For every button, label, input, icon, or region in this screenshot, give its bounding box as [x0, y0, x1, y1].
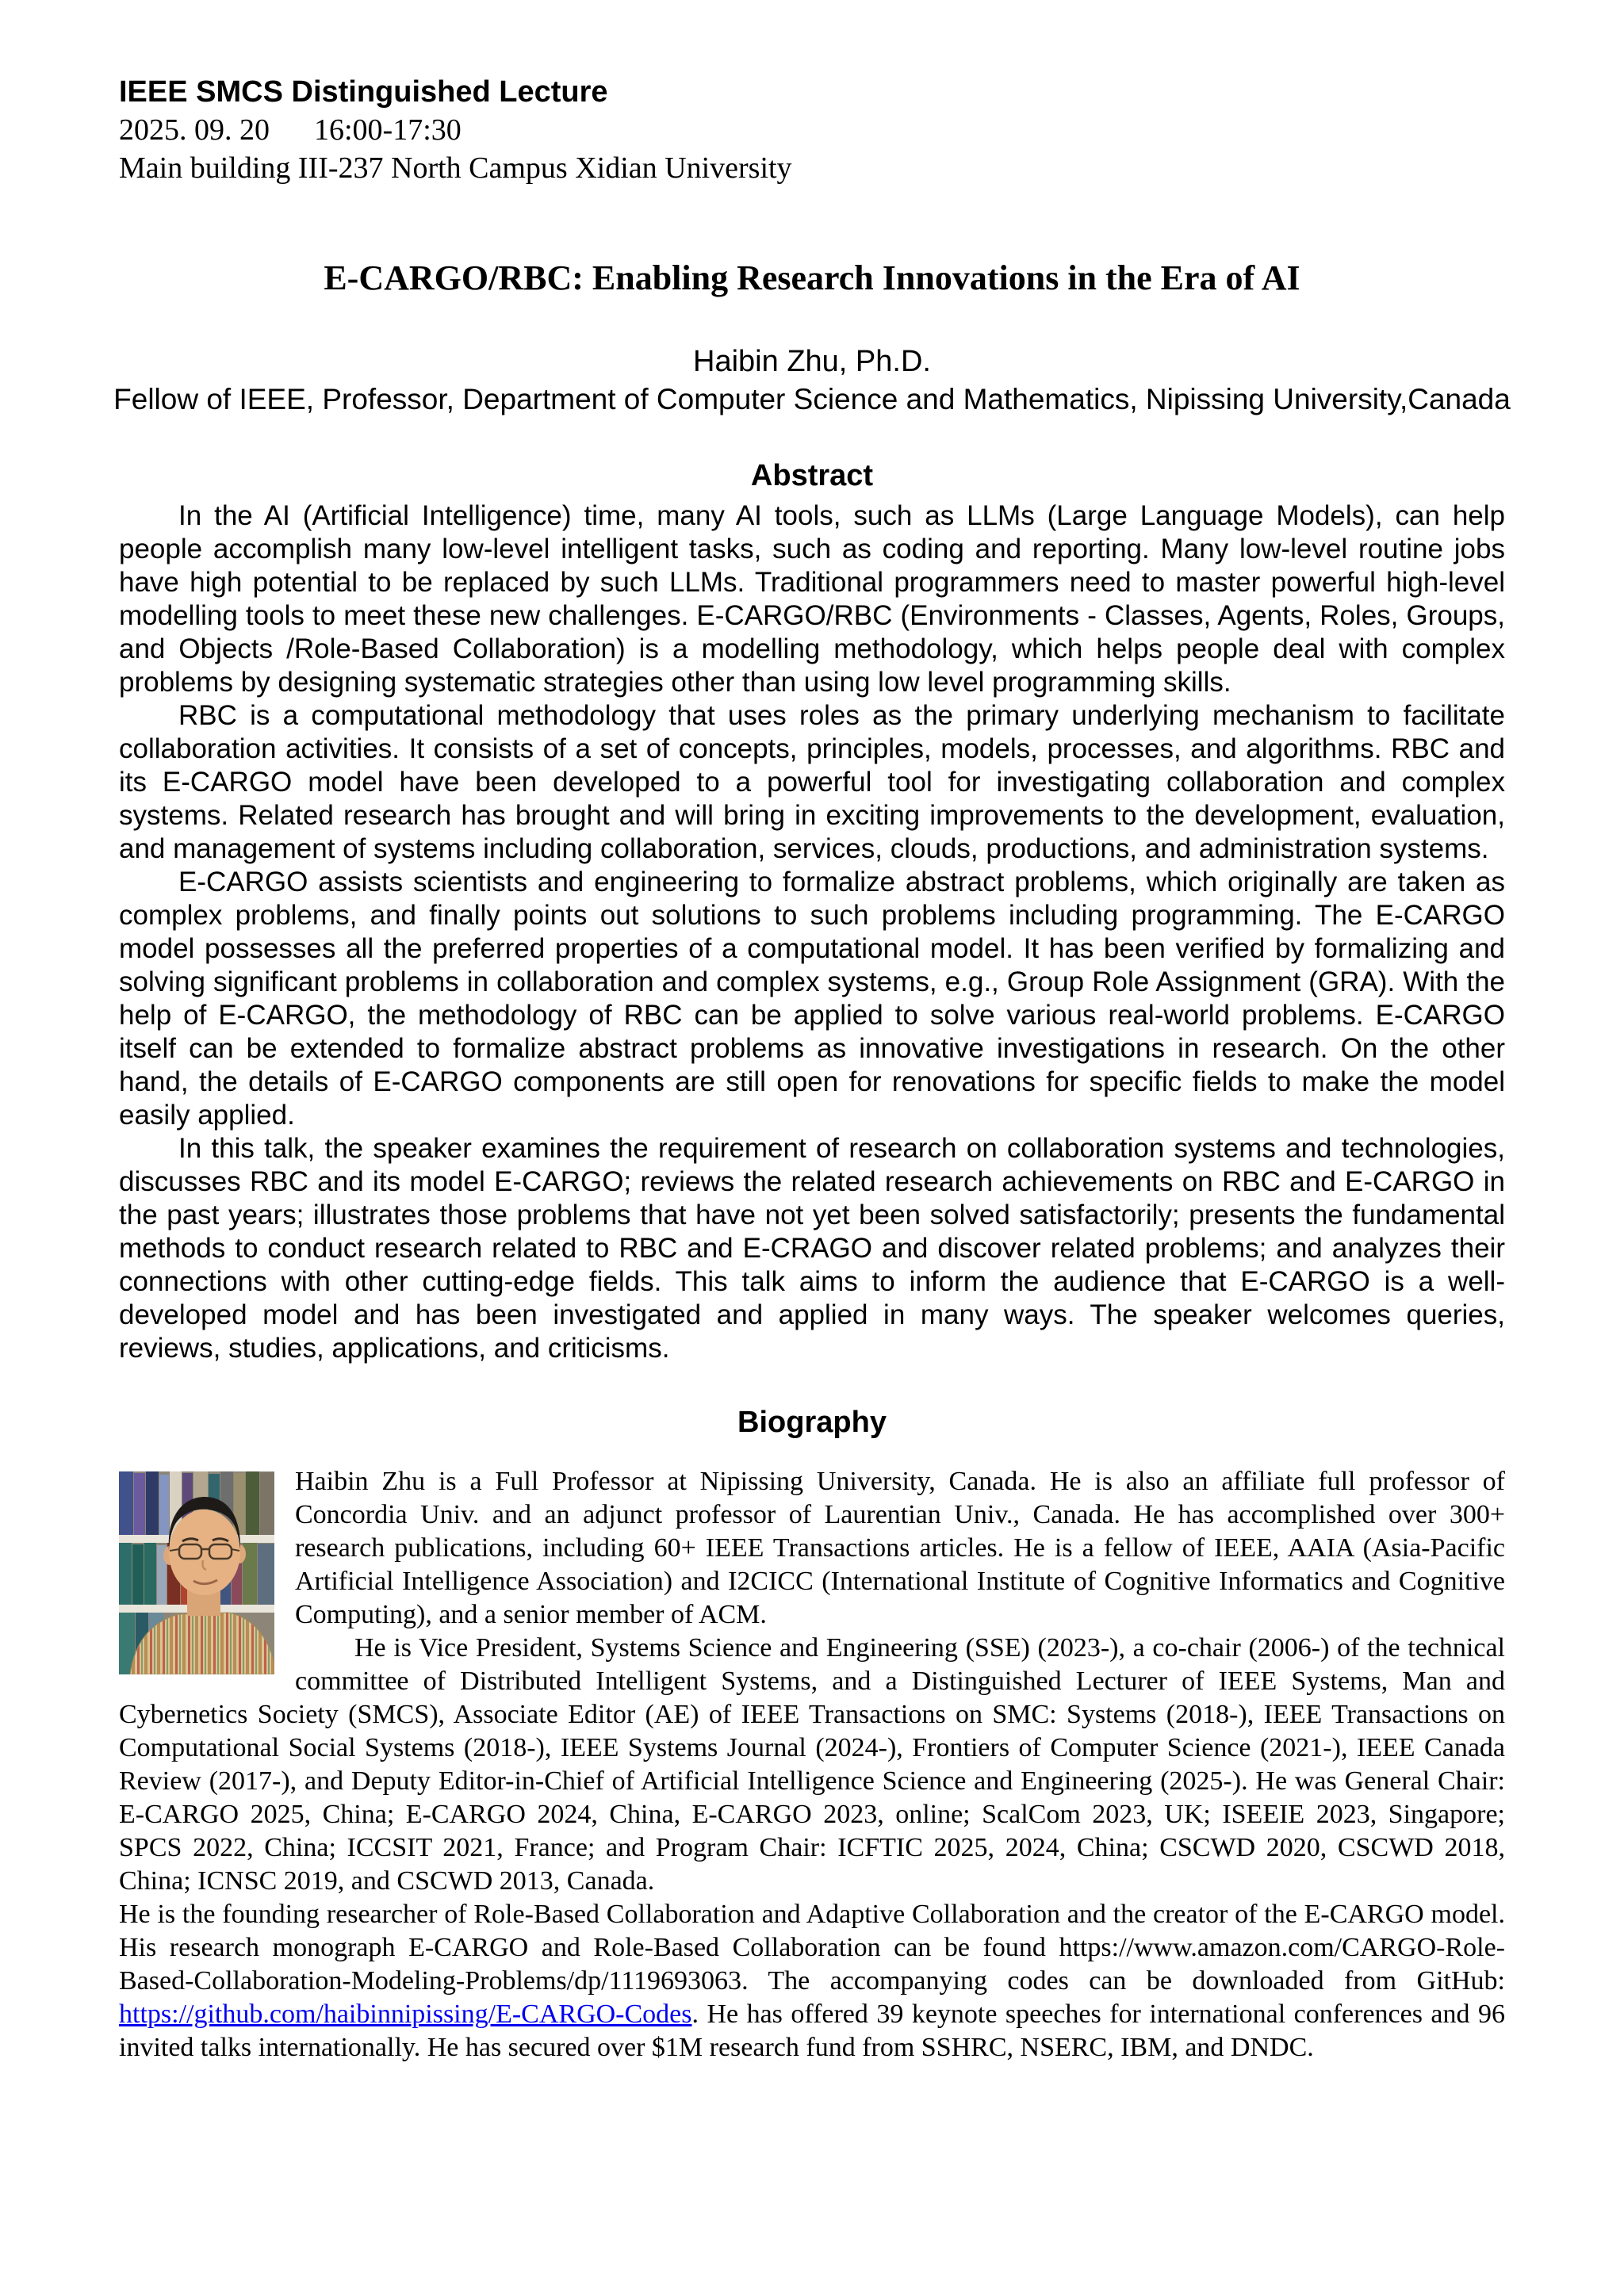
- bio-paragraph-2: He is Vice President, Systems Science and Engineering (SSE) (2023-), a co-chair (2006-) of the technical committee of Distributed Intelligent Systems, and a Distinguished Lecturer of IEEE Systems, Man and Cybernetics Society (SMCS), Associate Editor (AE) of IEEE Transactions on SMC: Systems (2018-), IEEE Transactions on Computational Social Systems (2018-), IEEE Systems Journal (2024-), Frontiers of Computer Science (2021-), IEEE Canada Review (2017-), and Deputy Editor-in-Chief of Artificial Intelligence Science and Engineering (2025-). He was General Chair: E-CARGO 2025, China; E-CARGO 2024, China, E-CARGO 2023, online; ScalCom 2023, UK; ISEEIE 2023, Singapore; SPCS 2022, China; ICCSIT 2021, France; and Program Chair: ICFTIC 2025, 2024, China; CSCWD 2020, CSCWD 2018, China; ICNSC 2019, and CSCWD 2013, Canada.: [119, 1633, 1505, 1896]
- event-date: 2025. 09. 20: [119, 113, 270, 147]
- abstract-paragraph-4: In this talk, the speaker examines the requirement of research on collaboration systems and technologies, discusses RBC and its model E-CARGO; reviews the related research achievements on RBC and E-CARGO in the past years; illustrates those problems that have not yet been solved satisfactorily; presents the fundamental methods to conduct research related to RBC and E-CRAGO and discover related problems; and analyzes their connections with other cutting-edge fields. This talk aims to inform the audience that E-CARGO is a well-developed model and has been investigated and applied in many ways. The speaker welcomes queries, reviews, studies, applications, and criticisms.: [119, 1133, 1505, 1364]
- bio-paragraph-3-text-end: . He has offered 39 keynote speeches for international conferences and 96 invited talks internationally. He has secured over $1M research fund from SSHRC, NSERC, IBM, and DNDC.: [119, 1999, 1505, 2062]
- abstract-paragraph-3: E-CARGO assists scientists and engineering to formalize abstract problems, which originally are taken as complex problems, and finally points out solutions to such problems including programming. The E-CARGO model possesses all the preferred properties of a computational model. It has been verified by formalizing and solving significant problems in collaboration and complex systems, e.g., Group Role Assignment (GRA). With the help of E-CARGO, the methodology of RBC can be applied to solve various real-world problems. E-CARGO itself can be extended to formalize abstract problems as innovative investigations in research. On the other hand, the details of E-CARGO components are still open for renovations for specific fields to make the model easily applied.: [119, 867, 1505, 1131]
- speaker-affiliation: Fellow of IEEE, Professor, Department of Computer Science and Mathematics, Nipissing University,Canada: [113, 383, 1511, 415]
- lecture-title: E-CARGO/RBC: Enabling Research Innovations in the Era of AI: [324, 258, 1300, 297]
- amazon-url-text: https://www.amazon.com/CARGO-Role-Based-Collaboration-Modeling-Problems/dp/1119693063: [119, 1933, 1505, 1996]
- bio-paragraph-3: [119, 1898, 1505, 2064]
- github-link[interactable]: https://github.com/haibinnipissing/E-CARGO-Codes: [119, 1999, 692, 2029]
- abstract-heading: Abstract: [750, 459, 874, 492]
- biography-heading: Biography: [737, 1406, 887, 1439]
- abstract-paragraph-1: In the AI (Artificial Intelligence) time, many AI tools, such as LLMs (Large Language Models), can help people accomplish many low-level intelligent tasks, such as coding and reporting. Many low-level routine jobs have high potential to be replaced by such LLMs. Traditional programmers need to master powerful high-level modelling tools to meet these new challenges. E-CARGO/RBC (Environments - Classes, Agents, Roles, Groups, and Objects /Role-Based Collaboration) is a modelling methodology, which helps people deal with complex problems by designing systematic strategies other than using low level programming skills.: [119, 500, 1505, 698]
- header-block: [119, 73, 1505, 187]
- event-venue: Main building III-237 North Campus Xidian University: [119, 151, 792, 185]
- bio-paragraph-3-text-mid: . The accompanying codes can be downloaded from GitHub:: [741, 1966, 1505, 1996]
- event-time: 16:00-17:30: [314, 113, 462, 147]
- speaker-name: Haibin Zhu, Ph.D.: [693, 345, 931, 378]
- biography-body: [119, 1465, 1505, 2064]
- speaker-photo: [119, 1471, 274, 1674]
- event-datetime: [119, 111, 1505, 149]
- lecture-series-title: IEEE SMCS Distinguished Lecture: [119, 75, 608, 109]
- bio-paragraph-1: Haibin Zhu is a Full Professor at Nipissing University, Canada. He is also an affiliate full professor of Concordia Univ. and an adjunct professor of Laurentian Univ., Canada. He has accomplished over 300+ research publications, including 60+ IEEE Transactions articles. He is a fellow of IEEE, AAIA (Asia-Pacific Artificial Intelligence Association) and I2CICC (International Institute of Cognitive Informatics and Cognitive Computing), and a senior member of ACM.: [295, 1467, 1505, 1629]
- abstract-body: [119, 499, 1505, 1365]
- bio-paragraph-3-text: He is the founding researcher of Role-Based Collaboration and Adaptive Collaboration and the creator of the E-CARGO model. His research monograph E-CARGO and Role-Based Collaboration can be found: [119, 1900, 1505, 1962]
- abstract-paragraph-2: RBC is a computational methodology that uses roles as the primary underlying mechanism to facilitate collaboration activities. It consists of a set of concepts, principles, models, processes, and algorithms. RBC and its E-CARGO model have been developed to a powerful tool for investigating collaboration and complex systems. Related research has brought and will bring in exciting improvements to the development, evaluation, and management of systems including collaboration, services, clouds, productions, and administration systems.: [119, 700, 1505, 864]
